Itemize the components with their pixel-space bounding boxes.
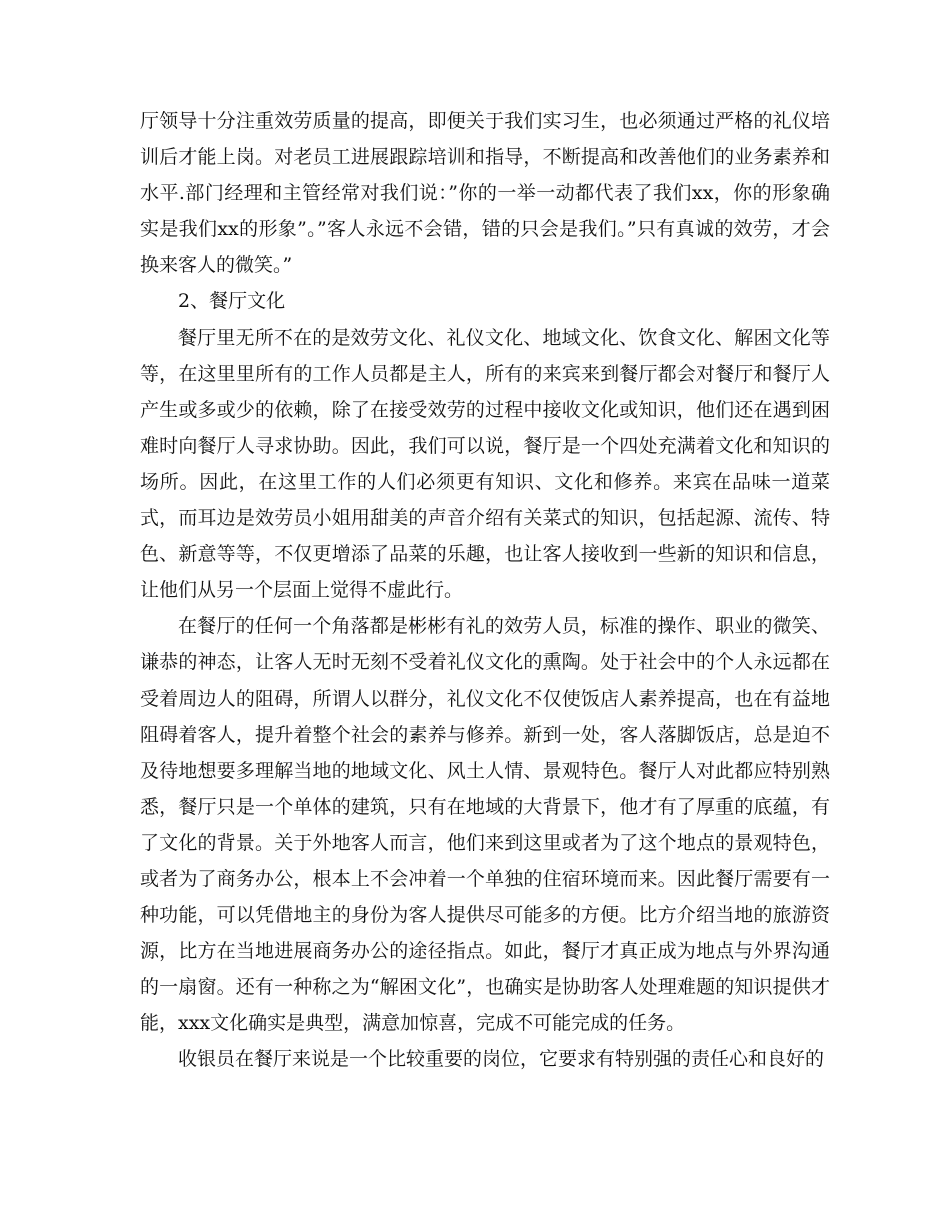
paragraph-cashier: 收银员在餐厅来说是一个比较重要的岗位，它要求有特别强的责任心和良好的 (178, 1048, 825, 1071)
paragraph-etiquette-culture: 在餐厅的任何一个角落都是彬彬有礼的效劳人员，标准的操作、职业的微笑、谦恭的神态，让客人无时无刻不受着礼仪文化的熏陶。处于社会中的个人永远都在受着周边人的阻碍，所谓人以群分，礼仪文化不仅使饭店人素养提高，也在有益地阻碍着客人，提升着整个社会的素养与修养。新到一处，客人落脚饭店，总是迫不及待地想要多理解当地的地域文化、风土人情、景观特色。餐厅人对此都应特别熟悉，餐厅只是一个单体的建筑，只有在地域的大背景下，他才有了厚重的底蕴，有了文化的背景。关于外地客人而言，他们来到这里或者为了这个地点的景观特色，或者为了商务办公，根本上不会冲着一个单独的住宿环境而来。因此餐厅需要有一种功能，可以凭借地主的身份为客人提供尽可能多的方便。比方介绍当地的旅游资源，比方在当地进展商务办公的途径指点。如此，餐厅才真正成为地点与外界沟通的一扇窗。还有一种称之为“解困文化”，也确实是协助客人处理难题的知识提供才能，xxx文化确实是典型，满意加惊喜，完成不可能完成的任务。 (140, 615, 830, 1035)
document-body (140, 103, 830, 1078)
paragraph-restaurant-culture: 餐厅里无所不在的是效劳文化、礼仪文化、地域文化、饮食文化、解困文化等等，在这里里所有的工作人员都是主人，所有的来宾来到餐厅都会对餐厅和餐厅人产生或多或少的依赖，除了在接受效劳的过程中接收文化或知识，他们还在遇到困难时向餐厅人寻求协助。因此，我们可以说，餐厅是一个四处充满着文化和知识的场所。因此，在这里工作的人们必须更有知识、文化和修养。来宾在品味一道菜式，而耳边是效劳员小姐用甜美的声音介绍有关菜式的知识，包括起源、流传、特色、新意等等，不仅更增添了品菜的乐趣，也让客人接收到一些新的知识和信息，让他们从另一个层面上觉得不虚此行。 (140, 326, 830, 602)
section-heading: 2、餐厅文化 (178, 290, 286, 313)
paragraph-continuation: 厅领导十分注重效劳质量的提高，即便关于我们实习生，也必须通过严格的礼仪培训后才能上岗。对老员工进展跟踪培训和指导，不断提高和改善他们的业务素养和水平.部门经理和主管经常对我们说：”你的一举一动都代表了我们xx，你的形象确实是我们xx的形象”。”客人永远不会错，错的只会是我们。”只有真诚的效劳，才会换来客人的微笑。” (140, 110, 830, 277)
